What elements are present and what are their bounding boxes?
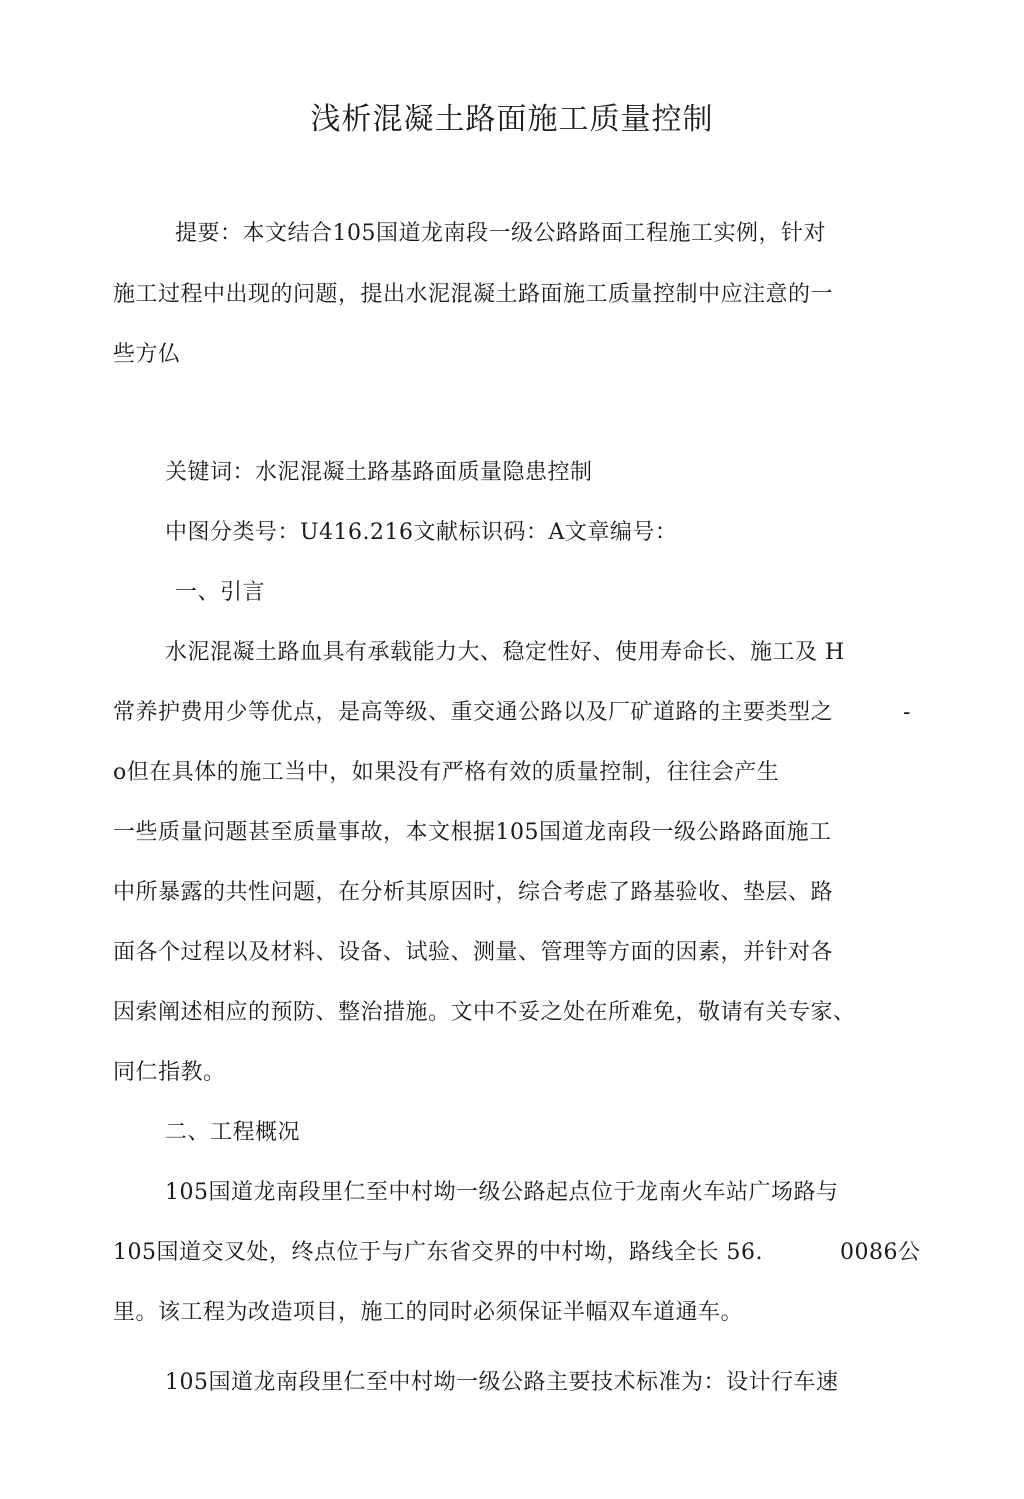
- section-2-line-2-tail: 0086公: [840, 1240, 921, 1265]
- abstract-line-2: 施工过程中出现的问题，提出水泥混凝土路面施工质量控制中应注意的一: [113, 282, 834, 307]
- section-1-heading: 一、引言: [175, 580, 266, 605]
- section-2-line-3: 里。该工程为改造项目，施工的同时必须保证半幅双车道通车。: [113, 1300, 744, 1325]
- classification-line: 中图分类号：U416.216文献标识码：A文章编号：: [165, 520, 678, 545]
- abstract-line-3: 些方仏: [113, 342, 181, 367]
- section-1-line-6: 面各个过程以及材料、设备、试验、测量、管理等方面的因素，并针对各: [113, 940, 834, 965]
- section-1-line-5: 中所暴露的共性问题，在分析其原因时，综合考虑了路基验收、垫层、路: [113, 880, 834, 905]
- section-1-line-1: 水泥混凝土路血具有承载能力大、稳定性好、使用寿命长、施工及 H: [165, 640, 845, 665]
- section-1-line-7: 因索阐述相应的预防、整治措施。文中不妥之处在所难免，敬请有关专家、: [113, 1000, 856, 1025]
- section-1-line-2: 常养护费用少等优点，是高等级、重交通公路以及厂矿道路的主要类型之: [113, 700, 834, 725]
- section-2-line-4: 105国道龙南段里仁至中村坳一级公路主要技术标准为：设计行车速: [165, 1370, 839, 1395]
- section-1-line-3: o但在具体的施工当中，如果没有严格有效的质量控制，往往会产生: [113, 760, 780, 785]
- section-2-line-2: 105国道交叉处，终点位于与广东省交界的中村坳，路线全长 56.: [113, 1240, 763, 1265]
- section-1-line-8: 同仁指教。: [113, 1060, 226, 1085]
- keywords-line: 关键词：水泥混凝土路基路面质量隐患控制: [165, 460, 593, 485]
- page-title: 浅析混凝土路面施工质量控制: [310, 102, 714, 137]
- section-2-line-1: 105国道龙南段里仁至中村坳一级公路起点位于龙南火车站广场路与: [165, 1180, 839, 1205]
- section-1-line-4: 一些质量问题甚至质量事故，本文根据105国道龙南段一级公路路面施工: [113, 820, 832, 845]
- abstract-line-1: 提要：本文结合105国道龙南段一级公路路面工程施工实例，针对: [175, 221, 826, 246]
- section-2-heading: 二、工程概况: [165, 1120, 301, 1145]
- section-1-line-2-dash: -: [903, 700, 911, 725]
